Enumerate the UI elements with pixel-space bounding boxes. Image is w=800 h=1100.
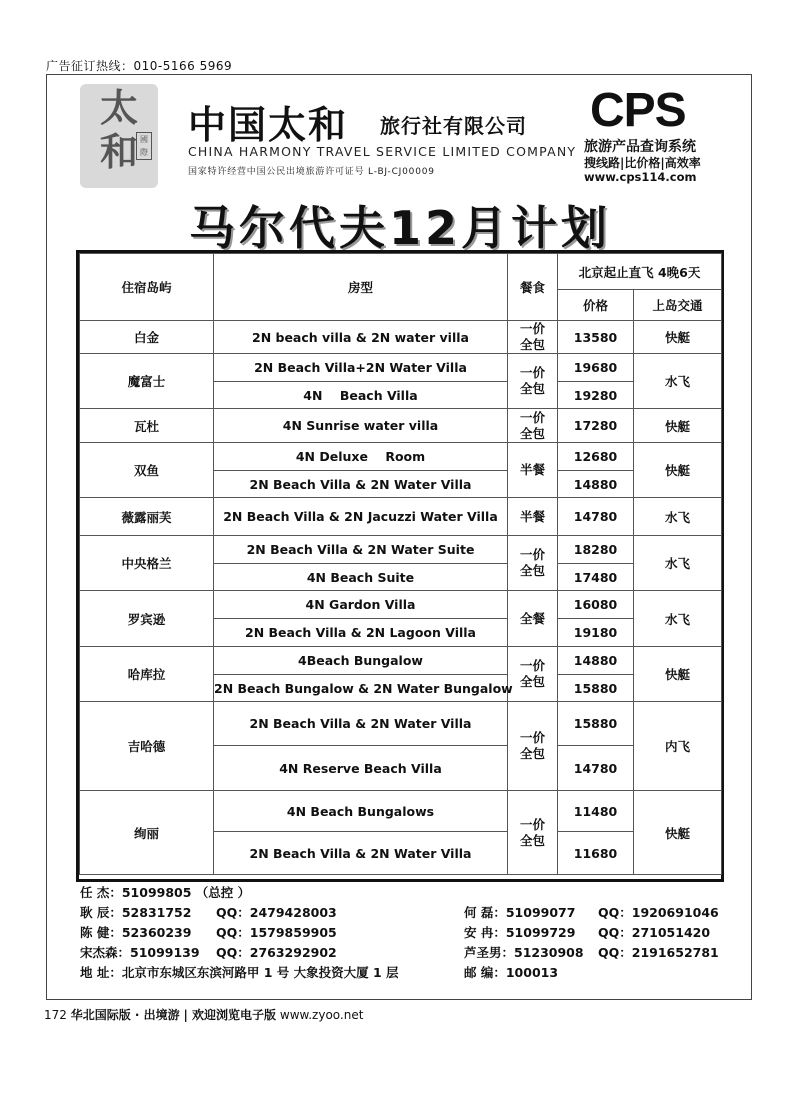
price-cell: 17280 (558, 409, 634, 443)
room-type-cell: 2N Beach Villa+2N Water Villa (214, 354, 508, 382)
header-row (80, 254, 722, 290)
meal-line: 全包 (519, 381, 545, 396)
page-number: 172 (44, 1008, 67, 1022)
table-row (80, 536, 722, 564)
transfer-cell: 水飞 (634, 536, 722, 591)
taihe-seal-logo (80, 84, 158, 188)
price-cell: 11680 (558, 832, 634, 875)
island-cell: 薇露丽芙 (80, 498, 214, 536)
island-cell: 瓦杜 (80, 409, 214, 443)
price-cell: 15880 (558, 702, 634, 746)
price-cell: 11480 (558, 791, 634, 832)
transfer-cell: 水飞 (634, 354, 722, 409)
header-transfer: 上岛交通 (634, 290, 722, 321)
contact-geng-qq: QQ：2479428003 (216, 905, 337, 920)
meal-line: 一价 (519, 816, 545, 832)
company-name-cn-suffix: 旅行社有限公司 (380, 114, 527, 138)
meal-line: 一价 (519, 321, 545, 336)
contact-lu-qq: QQ：2191652781 (598, 945, 719, 960)
seal-characters: 太 和 (99, 85, 138, 174)
room-type-cell: 4N Sunrise water villa (214, 409, 508, 443)
transfer-cell: 快艇 (634, 443, 722, 498)
table-row (80, 321, 722, 354)
meal-cell (508, 702, 558, 791)
meal-line: 一价 (519, 730, 545, 745)
price-cell: 14780 (558, 498, 634, 536)
page-footer (44, 1006, 363, 1023)
contact-postcode: 邮 编：100013 (464, 965, 559, 980)
table-row (80, 498, 722, 536)
price-cell: 13580 (558, 321, 634, 354)
footer-url[interactable]: www.zyoo.net (279, 1008, 364, 1022)
contact-he: 何 磊：51099077 (464, 905, 576, 920)
contact-geng: 耿 辰：52831752 (80, 905, 192, 920)
meal-cell (508, 791, 558, 875)
meal-cell (508, 354, 558, 409)
price-cell: 19180 (558, 619, 634, 647)
meal-line: 一价 (519, 409, 545, 425)
meal-line: 全包 (519, 832, 545, 848)
price-cell: 19280 (558, 382, 634, 409)
room-type-cell: 4N Beach Villa (214, 382, 508, 409)
contact-lu: 芦圣男：51230908 (464, 945, 584, 960)
table-row (80, 443, 722, 471)
contact-an: 安 冉：51099729 (464, 925, 576, 940)
room-type-cell: 4N Deluxe Room (214, 443, 508, 471)
room-type-cell: 4N Gardon Villa (214, 591, 508, 619)
header-island: 住宿岛屿 (80, 254, 214, 321)
footer-divider: | (183, 1008, 193, 1022)
room-type-cell: 4N Reserve Beach Villa (214, 746, 508, 791)
room-type-cell: 2N Beach Villa & 2N Jacuzzi Water Villa (214, 498, 508, 536)
meal-line: 半餐 (519, 508, 545, 524)
room-type-cell: 2N Beach Villa & 2N Water Suite (214, 536, 508, 564)
transfer-cell: 快艇 (634, 791, 722, 875)
contact-song: 宋杰森：51099139 (80, 945, 200, 960)
meal-line: 一价 (519, 658, 545, 673)
price-cell: 18280 (558, 536, 634, 564)
page-title: 马尔代夫12月计划 (188, 201, 611, 255)
transfer-cell: 快艇 (634, 647, 722, 702)
contact-he-qq: QQ：1920691046 (598, 905, 719, 920)
table-row (80, 791, 722, 832)
island-cell: 吉哈德 (80, 702, 214, 791)
contact-chen: 陈 健：52360239 (80, 925, 192, 940)
transfer-cell: 水飞 (634, 591, 722, 647)
island-cell: 双鱼 (80, 443, 214, 498)
meal-cell (508, 536, 558, 591)
meal-line: 全包 (519, 337, 545, 352)
room-type-cell: 4N Beach Suite (214, 564, 508, 591)
header-meal: 餐食 (508, 254, 558, 321)
cps-features: 搜线路|比价格|高效率 (584, 156, 701, 170)
cps-url: www.cps114.com (584, 170, 697, 184)
island-cell: 罗宾逊 (80, 591, 214, 647)
contact-song-qq: QQ：2763292902 (216, 945, 337, 960)
table-row (80, 354, 722, 382)
price-cell: 12680 (558, 443, 634, 471)
table-row (80, 409, 722, 443)
meal-line: 一价 (519, 365, 545, 380)
promo-label: 欢迎浏览电子版 (192, 1008, 277, 1022)
meal-cell (508, 443, 558, 498)
meal-line: 一价 (519, 547, 545, 562)
table-row (80, 702, 722, 746)
table-row (80, 591, 722, 619)
license-number: 国家特许经营中国公民出境旅游许可证号 L-BJ-CJ00009 (188, 167, 435, 177)
meal-line: 全包 (519, 674, 545, 689)
room-type-cell: 2N Beach Villa & 2N Water Villa (214, 832, 508, 875)
price-cell: 14880 (558, 647, 634, 675)
itinerary-table (79, 253, 722, 875)
meal-line: 全包 (519, 425, 545, 441)
room-type-cell: 2N Beach Villa & 2N Lagoon Villa (214, 619, 508, 647)
island-cell: 中央格兰 (80, 536, 214, 591)
header-room: 房型 (214, 254, 508, 321)
meal-cell (508, 321, 558, 354)
price-cell: 14780 (558, 746, 634, 791)
cps-logo: CPS (590, 84, 686, 137)
ad-hotline: 广告征订热线：010-5166 5969 (46, 59, 233, 73)
price-cell: 14880 (558, 471, 634, 498)
company-name-cn: 中国太和 (188, 102, 349, 147)
meal-cell (508, 498, 558, 536)
contact-ren: 任 杰：51099805 （总控 ） (80, 885, 251, 900)
transfer-cell: 内飞 (634, 702, 722, 791)
table-row (80, 647, 722, 675)
transfer-cell: 水飞 (634, 498, 722, 536)
island-cell: 绚丽 (80, 791, 214, 875)
meal-line: 全包 (519, 563, 545, 578)
room-type-cell: 4Beach Bungalow (214, 647, 508, 675)
island-cell: 白金 (80, 321, 214, 354)
island-cell: 哈库拉 (80, 647, 214, 702)
room-type-cell: 2N Beach Bungalow & 2N Water Bungalow (214, 675, 508, 702)
meal-cell (508, 409, 558, 443)
edition-label: 华北国际版 · 出境游 (70, 1008, 180, 1022)
island-cell: 魔富士 (80, 354, 214, 409)
header-price: 价格 (558, 290, 634, 321)
seal-small-stamp: 國際 (136, 132, 152, 160)
meal-cell (508, 591, 558, 647)
price-cell: 15880 (558, 675, 634, 702)
meal-line: 半餐 (519, 462, 545, 477)
contact-address: 地 址：北京市东城区东滨河路甲 1 号 大象投资大厦 1 层 (80, 965, 399, 980)
room-type-cell: 2N Beach Villa & 2N Water Villa (214, 471, 508, 498)
transfer-cell: 快艇 (634, 321, 722, 354)
meal-line: 全餐 (519, 610, 545, 626)
contact-an-qq: QQ：271051420 (598, 925, 711, 940)
contact-chen-qq: QQ：1579859905 (216, 925, 337, 940)
room-type-cell: 2N beach villa & 2N water villa (214, 321, 508, 354)
transfer-cell: 快艇 (634, 409, 722, 443)
price-cell: 16080 (558, 591, 634, 619)
cps-tagline: 旅游产品查询系统 (584, 139, 696, 155)
price-cell: 17480 (558, 564, 634, 591)
header-banner (80, 84, 720, 188)
itinerary-table-wrapper (76, 250, 724, 882)
price-cell: 19680 (558, 354, 634, 382)
room-type-cell: 2N Beach Villa & 2N Water Villa (214, 702, 508, 746)
meal-line: 全包 (519, 746, 545, 761)
room-type-cell: 4N Beach Bungalows (214, 791, 508, 832)
header-route: 北京起止直飞 4晚6天 (558, 254, 722, 290)
company-name-en: CHINA HARMONY TRAVEL SERVICE LIMITED COMPANY (188, 144, 577, 159)
meal-cell (508, 647, 558, 702)
